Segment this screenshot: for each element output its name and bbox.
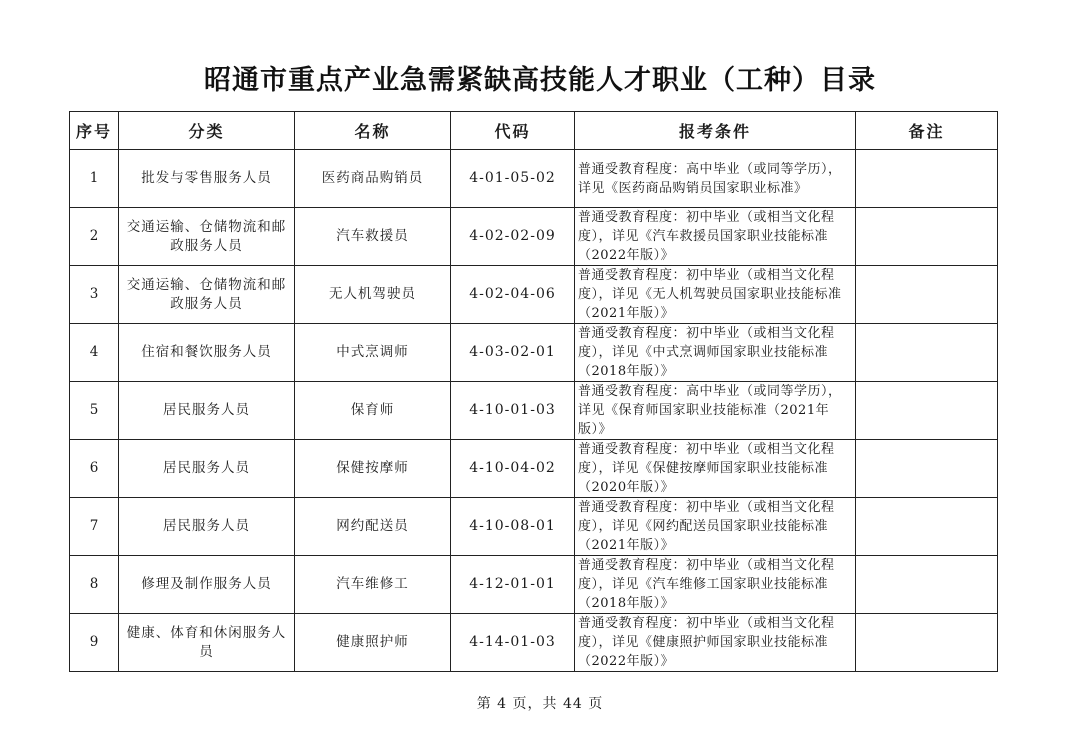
table-row xyxy=(70,556,998,614)
table-header-row xyxy=(70,112,998,150)
cell-name: 健康照护师 xyxy=(295,614,451,672)
cell-name: 汽车维修工 xyxy=(295,556,451,614)
table-row xyxy=(70,150,998,208)
cell-condition: 普通受教育程度：初中毕业（或相当文化程度），详见《保健按摩师国家职业技能标准（2020年版）》 xyxy=(575,440,856,498)
header-remark: 备注 xyxy=(856,112,998,150)
cell-name: 医药商品购销员 xyxy=(295,150,451,208)
cell-condition: 普通受教育程度：高中毕业（或同等学历），详见《医药商品购销员国家职业标准》 xyxy=(575,150,856,208)
cell-category: 健康、体育和休闲服务人员 xyxy=(119,614,295,672)
cell-category: 交通运输、仓储物流和邮政服务人员 xyxy=(119,208,295,266)
cell-no: 1 xyxy=(70,150,119,208)
cell-code: 4-10-08-01 xyxy=(451,498,575,556)
table-row xyxy=(70,382,998,440)
cell-name: 保育师 xyxy=(295,382,451,440)
cell-remark xyxy=(856,556,998,614)
cell-remark xyxy=(856,440,998,498)
cell-name: 网约配送员 xyxy=(295,498,451,556)
cell-remark xyxy=(856,498,998,556)
cell-remark xyxy=(856,614,998,672)
page-title: 昭通市重点产业急需紧缺高技能人才职业（工种）目录 xyxy=(204,65,876,96)
catalog-table xyxy=(69,111,998,672)
cell-no: 5 xyxy=(70,382,119,440)
table-row xyxy=(70,614,998,672)
cell-no: 9 xyxy=(70,614,119,672)
table-row xyxy=(70,498,998,556)
cell-no: 2 xyxy=(70,208,119,266)
cell-code: 4-10-04-02 xyxy=(451,440,575,498)
cell-no: 8 xyxy=(70,556,119,614)
header-condition: 报考条件 xyxy=(575,112,856,150)
cell-condition: 普通受教育程度：初中毕业（或相当文化程度），详见《中式烹调师国家职业技能标准（2018年版）》 xyxy=(575,324,856,382)
cell-condition: 普通受教育程度：初中毕业（或相当文化程度），详见《无人机驾驶员国家职业技能标准（2021年版）》 xyxy=(575,266,856,324)
cell-category: 居民服务人员 xyxy=(119,440,295,498)
cell-no: 7 xyxy=(70,498,119,556)
cell-no: 3 xyxy=(70,266,119,324)
cell-code: 4-14-01-03 xyxy=(451,614,575,672)
cell-category: 居民服务人员 xyxy=(119,382,295,440)
cell-condition: 普通受教育程度：高中毕业（或同等学历），详见《保育师国家职业技能标准（2021年版）》 xyxy=(575,382,856,440)
header-category: 分类 xyxy=(119,112,295,150)
cell-name: 中式烹调师 xyxy=(295,324,451,382)
cell-no: 4 xyxy=(70,324,119,382)
table-row xyxy=(70,208,998,266)
header-code: 代码 xyxy=(451,112,575,150)
cell-remark xyxy=(856,150,998,208)
cell-name: 汽车救援员 xyxy=(295,208,451,266)
cell-name: 无人机驾驶员 xyxy=(295,266,451,324)
cell-category: 修理及制作服务人员 xyxy=(119,556,295,614)
cell-remark xyxy=(856,382,998,440)
cell-remark xyxy=(856,208,998,266)
cell-condition: 普通受教育程度：初中毕业（或相当文化程度），详见《汽车救援员国家职业技能标准（2022年版）》 xyxy=(575,208,856,266)
cell-code: 4-02-04-06 xyxy=(451,266,575,324)
cell-category: 居民服务人员 xyxy=(119,498,295,556)
cell-remark xyxy=(856,266,998,324)
cell-code: 4-01-05-02 xyxy=(451,150,575,208)
table-row xyxy=(70,440,998,498)
cell-category: 交通运输、仓储物流和邮政服务人员 xyxy=(119,266,295,324)
cell-condition: 普通受教育程度：初中毕业（或相当文化程度），详见《汽车维修工国家职业技能标准（2018年版）》 xyxy=(575,556,856,614)
cell-remark xyxy=(856,324,998,382)
cell-code: 4-12-01-01 xyxy=(451,556,575,614)
page-footer: 第 4 页，共 44 页 xyxy=(476,696,604,712)
cell-code: 4-10-01-03 xyxy=(451,382,575,440)
header-name: 名称 xyxy=(295,112,451,150)
cell-no: 6 xyxy=(70,440,119,498)
cell-name: 保健按摩师 xyxy=(295,440,451,498)
header-no: 序号 xyxy=(70,112,119,150)
cell-condition: 普通受教育程度：初中毕业（或相当文化程度），详见《健康照护师国家职业技能标准（2022年版）》 xyxy=(575,614,856,672)
cell-code: 4-02-02-09 xyxy=(451,208,575,266)
table-row xyxy=(70,324,998,382)
cell-category: 批发与零售服务人员 xyxy=(119,150,295,208)
table-row xyxy=(70,266,998,324)
cell-code: 4-03-02-01 xyxy=(451,324,575,382)
cell-category: 住宿和餐饮服务人员 xyxy=(119,324,295,382)
cell-condition: 普通受教育程度：初中毕业（或相当文化程度），详见《网约配送员国家职业技能标准（2021年版）》 xyxy=(575,498,856,556)
